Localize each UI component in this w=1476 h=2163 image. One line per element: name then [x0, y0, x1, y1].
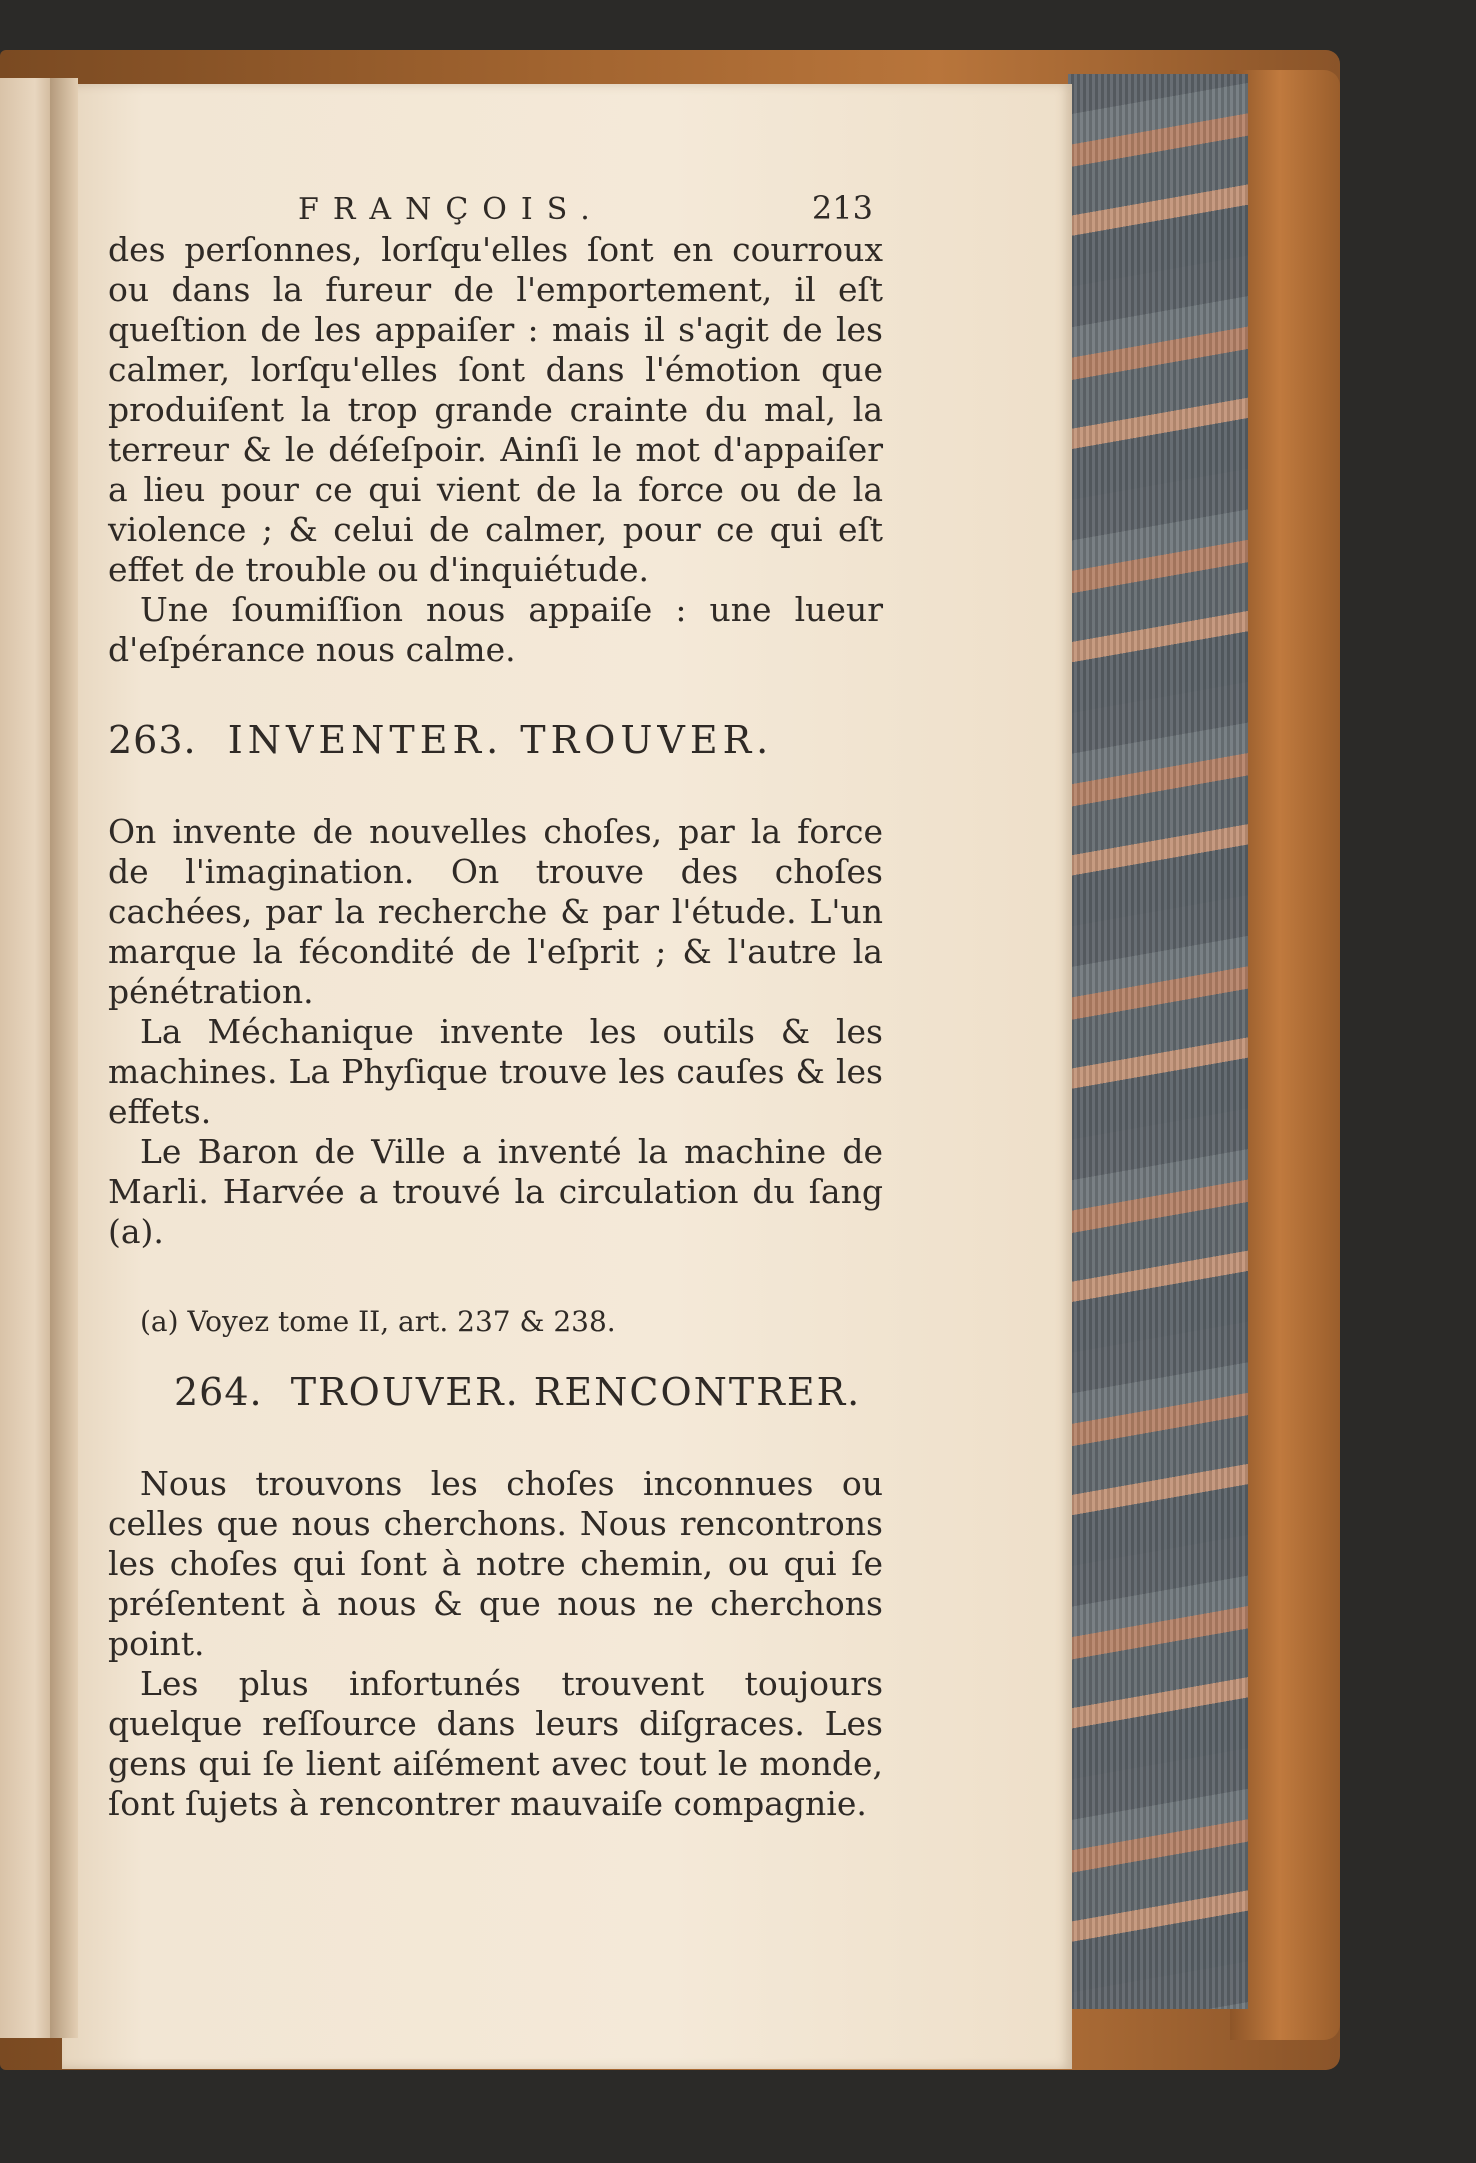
page-number: 213: [811, 189, 873, 227]
marbled-fore-edge: [1068, 74, 1248, 2009]
paragraph-263-3: Le Baron de Ville a inventé la machine de Marli. Harvée a trouvé la circulation du ſang (a).: [108, 1132, 883, 1251]
section-title-264: TROUVER. RENCONTRER.: [290, 1370, 862, 1414]
page-text: [108, 188, 883, 1824]
page-gutter: [50, 78, 78, 2038]
footnote-263: (a) Voyez tome II, art. 237 & 238.: [140, 1305, 616, 1338]
running-title: FRANÇOIS.: [298, 192, 604, 227]
paragraph-262-example: Une ſoumiſſion nous appaiſe : une lueur d'eſpérance nous calme.: [108, 590, 883, 669]
paragraph-263-2: La Méchanique invente les outils & les machines. La Phyſique trouve les cauſes & les effets.: [108, 1012, 883, 1131]
section-heading-264: [108, 1372, 883, 1412]
paragraph-262-continued: des perſonnes, lorſqu'elles ſont en courroux ou dans la fureur de l'emportement, il eſt queſtion de les appaiſer : mais il s'agit de les calmer, lorſqu'elles ſont dans l'émotion que produiſent la trop grande crainte du mal, la terreur & le déſeſpoir. Ainſi le mot d'appaiſer a lieu pour ce qui vient de la force ou de la violence ; & celui de calmer, pour ce qui eſt effet de trouble ou d'inquiétude.: [108, 230, 883, 589]
section-heading-263: [108, 720, 883, 760]
running-header: [108, 188, 883, 230]
paragraph-264-2: Les plus infortunés trouvent toujours quelque reſſource dans leurs diſgraces. Les gens qui ſe lient aiſément avec tout le monde, ſont ſujets à rencontrer mauvaiſe compagnie.: [108, 1664, 883, 1823]
section-number-263: 263.: [108, 718, 197, 762]
paragraph-264-1: Nous trouvons les choſes inconnues ou celles que nous cherchons. Nous rencontrons les choſes qui ſont à notre chemin, ou qui ſe préſentent à nous & que nous ne cherchons point.: [108, 1464, 883, 1663]
section-title-263: INVENTER. TROUVER.: [227, 718, 774, 762]
section-number-264: 264.: [174, 1370, 263, 1414]
paragraph-263-1: On invente de nouvelles choſes, par la force de l'imagination. On trouve des choſes cachées, par la recherche & par l'étude. L'un marque la fécondité de l'eſprit ; & l'autre la pénétration.: [108, 812, 883, 1011]
